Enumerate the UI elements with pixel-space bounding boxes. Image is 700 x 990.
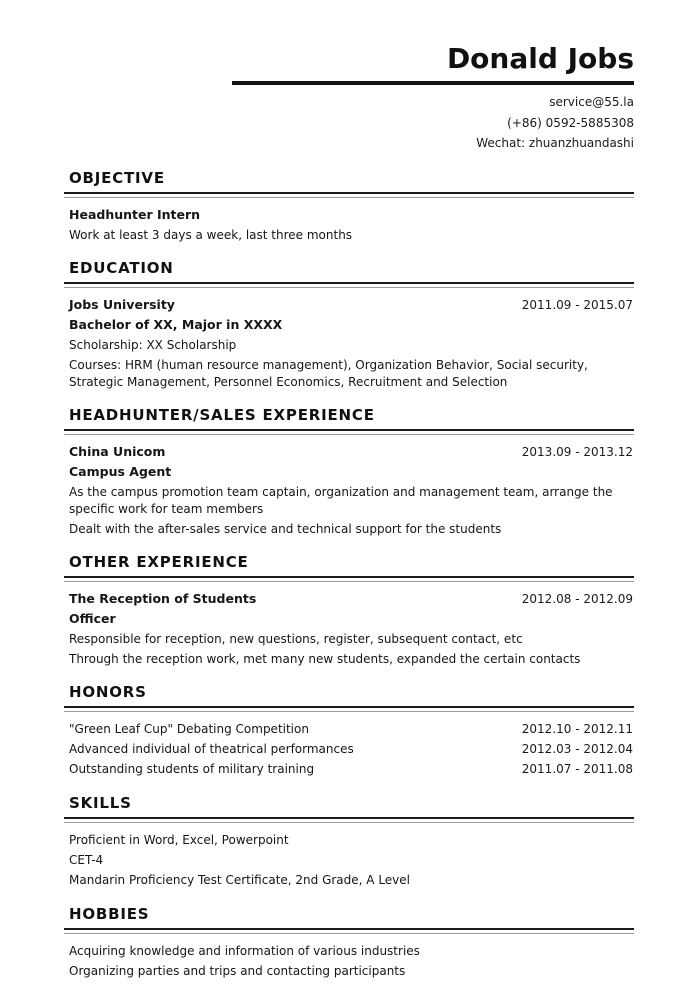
section-rule: [64, 429, 634, 435]
education-entry: [64, 295, 634, 391]
name-underline-rule: [232, 81, 634, 85]
hobby-line: Organizing parties and trips and contacting participants: [69, 963, 406, 978]
section-title-experience: HEADHUNTER/SALES EXPERIENCE: [69, 405, 375, 424]
hobbies-list: [64, 941, 634, 981]
entry-org: China Unicom: [69, 443, 166, 459]
entry-date: 2011.09 - 2015.07: [521, 297, 633, 312]
entry-line: Dealt with the after-sales service and technical support for the students: [69, 521, 502, 536]
skills-list: [64, 830, 634, 890]
other-experience-entry: [64, 589, 634, 668]
contact-phone: (+86) 0592-5885308: [507, 115, 634, 130]
entry-role: Officer: [69, 610, 116, 626]
honors-list: [64, 719, 634, 779]
entry-degree: Bachelor of XX, Major in XXXX: [69, 316, 283, 332]
section-rule: [64, 928, 634, 934]
entry-org: Jobs University: [69, 296, 175, 312]
section-rule: [64, 817, 634, 823]
entry-line: As the campus promotion team captain, organization and management team, arrange the specific work for team members: [69, 484, 613, 516]
honor-row: [69, 759, 633, 779]
section-title-objective: OBJECTIVE: [69, 168, 165, 187]
entry-line: Work at least 3 days a week, last three months: [69, 227, 353, 242]
honor-date: 2011.07 - 2011.08: [521, 761, 633, 776]
contact-wechat: Wechat: zhuanzhuandashi: [476, 136, 634, 150]
entry-date: 2012.08 - 2012.09: [521, 591, 633, 606]
section-rule: [64, 282, 634, 288]
entry-line: Responsible for reception, new questions, register, subsequent contact, etc: [69, 631, 523, 646]
section-hobbies: [64, 905, 634, 981]
section-title-education: EDUCATION: [69, 258, 174, 277]
honor-text: Outstanding students of military training: [69, 761, 315, 776]
entry-role: Headhunter Intern: [69, 206, 201, 222]
skill-line: CET-4: [69, 852, 104, 867]
section-rule: [64, 576, 634, 582]
honor-row: [69, 719, 633, 739]
honor-date: 2012.10 - 2012.11: [521, 721, 633, 736]
honor-text: Advanced individual of theatrical performances: [69, 741, 354, 756]
entry-line: Through the reception work, met many new students, expanded the certain contacts: [69, 651, 581, 666]
skill-line: Mandarin Proficiency Test Certificate, 2nd Grade, A Level: [69, 872, 410, 887]
entry-head: [69, 295, 633, 315]
honor-text: "Green Leaf Cup" Debating Competition: [69, 721, 309, 736]
section-objective: [64, 169, 634, 244]
section-title-honors: HONORS: [69, 682, 147, 701]
section-title-hobbies: HOBBIES: [69, 904, 150, 923]
experience-entry: [64, 442, 634, 538]
person-name: Donald Jobs: [446, 42, 634, 75]
section-honors: [64, 683, 634, 779]
section-title-other-experience: OTHER EXPERIENCE: [69, 552, 249, 571]
section-experience: [64, 406, 634, 538]
contact-email: service@55.la: [549, 95, 634, 109]
honor-row: [69, 739, 633, 759]
entry-org: The Reception of Students: [69, 590, 257, 606]
section-other-experience: [64, 553, 634, 668]
entry-date: 2013.09 - 2013.12: [521, 444, 633, 459]
section-rule: [64, 706, 634, 712]
skill-line: Proficient in Word, Excel, Powerpoint: [69, 832, 289, 847]
honor-date: 2012.03 - 2012.04: [521, 741, 633, 756]
entry-line: Scholarship: XX Scholarship: [69, 337, 237, 352]
section-title-skills: SKILLS: [69, 793, 132, 812]
entry-head: [69, 589, 633, 609]
hobby-line: Acquiring knowledge and information of various industries: [69, 943, 420, 958]
section-education: [64, 259, 634, 391]
entry-role: Campus Agent: [69, 463, 172, 479]
entry-head: [69, 442, 633, 462]
section-rule: [64, 192, 634, 198]
section-skills: [64, 794, 634, 890]
resume-header: [64, 42, 634, 154]
objective-entry: [64, 205, 634, 244]
entry-line: Courses: HRM (human resource management), Organization Behavior, Social security, Strategic Management, Personnel Economics, Recruitment and Selection: [69, 357, 588, 389]
